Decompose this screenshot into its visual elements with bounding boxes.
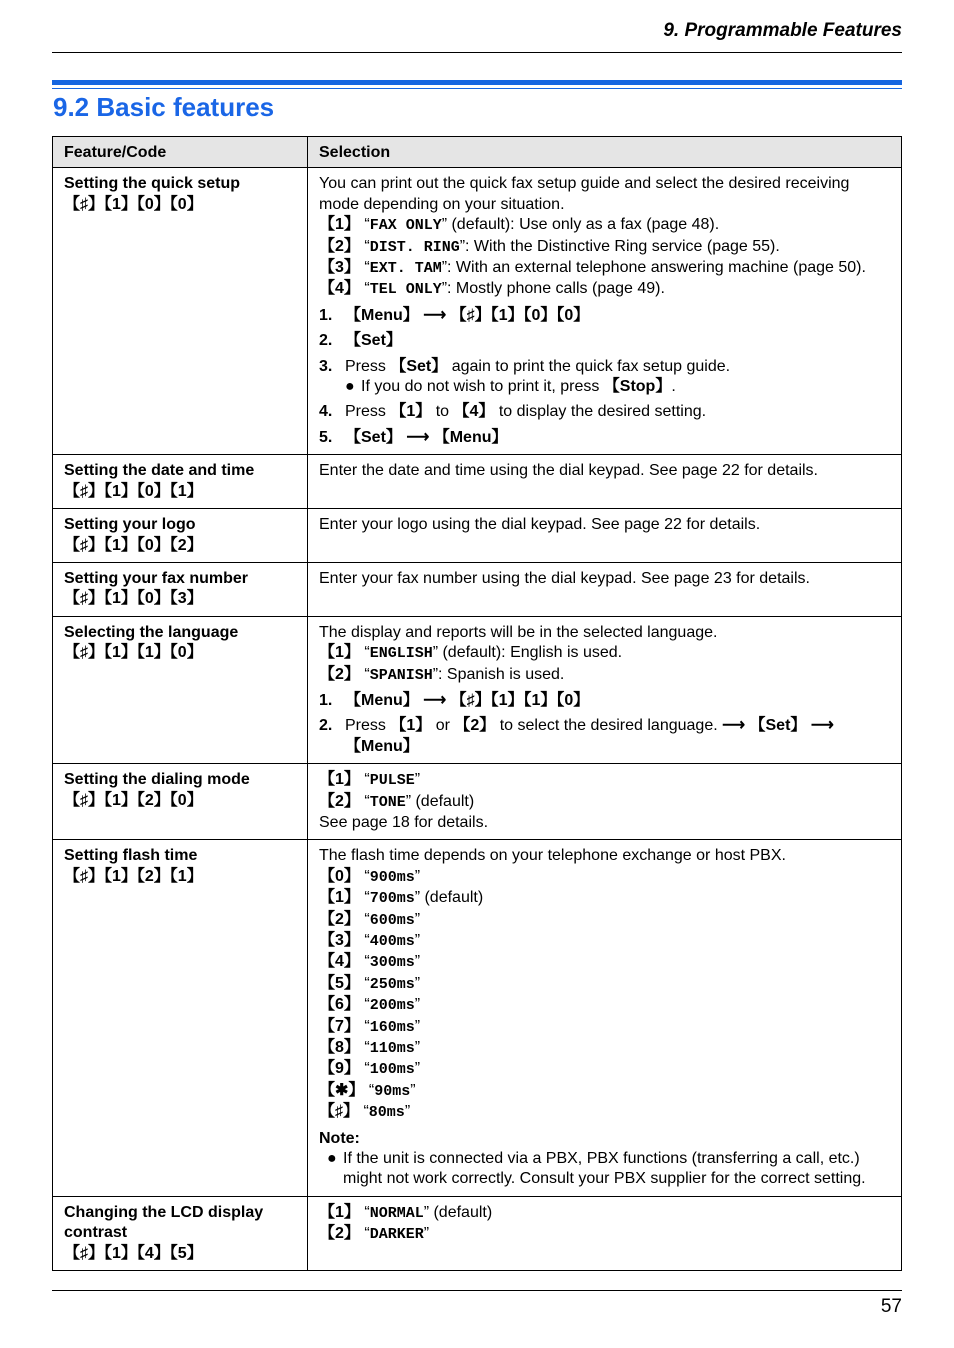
note-text: If the unit is connected via a PBX, PBX functions (transferring a call, etc.) might not work correctly. Consult your PBX supplier for the correct setting.	[343, 1150, 866, 1188]
feature-cell	[53, 455, 308, 509]
feature-code: 【♯】【1】【1】【0】	[64, 644, 203, 662]
feature-name: Setting flash time	[64, 847, 198, 865]
feature-name: Changing the LCD display contrast	[64, 1203, 264, 1242]
feature-code: 【♯】【1】【4】【5】	[64, 1244, 203, 1262]
column-header-selection: Selection	[308, 137, 902, 168]
selection-cell	[308, 840, 902, 1197]
description: The flash time depends on your telephone exchange or host PBX.	[319, 847, 786, 865]
table-row	[53, 616, 902, 763]
option-line: 【5】 “250ms”	[319, 974, 421, 993]
feature-cell	[53, 509, 308, 563]
key-label: 【3】	[319, 932, 360, 949]
display-text: TONE	[369, 793, 406, 811]
option-text: (default)	[411, 792, 475, 810]
bullet-text: If you do not wish to print it, press	[361, 378, 604, 396]
display-text: PULSE	[369, 772, 415, 790]
display-text: 900ms	[369, 868, 415, 886]
description: Enter the date and time using the dial keypad. See page 22 for details.	[319, 462, 818, 480]
display-text: 600ms	[369, 911, 415, 929]
table-row	[53, 509, 902, 563]
display-text: 250ms	[369, 975, 415, 993]
selection-cell	[308, 616, 902, 763]
key-label: 【♯】	[319, 1103, 360, 1121]
key-label: 【Set】	[390, 357, 448, 375]
footer-rule	[52, 1290, 902, 1291]
selection-cell	[308, 562, 902, 616]
key-label: 【2】	[319, 665, 360, 683]
selection-cell	[308, 764, 902, 840]
key-label: 【5】	[319, 974, 360, 992]
key-label: 【2】	[319, 1225, 360, 1243]
option-line: 【4】 “300ms”	[319, 953, 421, 972]
option-line: 【2】 “DIST. RING”: With the Distinctive Ring service (page 55).	[319, 237, 780, 256]
key-label: 【1】	[390, 403, 432, 421]
display-text: ENGLISH	[369, 645, 433, 663]
feature-cell	[53, 168, 308, 455]
note-title: Note:	[319, 1129, 360, 1147]
step: 4. Press 【1】 to 【4】 to display the desired setting.	[319, 403, 707, 421]
feature-name: Setting the date and time	[64, 462, 255, 480]
feature-cell	[53, 562, 308, 616]
table-row	[53, 764, 902, 840]
display-text: NORMAL	[369, 1204, 424, 1222]
selection-cell	[308, 509, 902, 563]
display-text: SPANISH	[369, 666, 433, 684]
key-label: 【1】	[319, 644, 360, 662]
option-text: (default): English is used.	[438, 644, 623, 662]
page-title: 9.2 Basic features	[53, 92, 275, 122]
feature-name: Setting your fax number	[64, 569, 249, 587]
key-label: 【9】	[319, 1060, 360, 1078]
option-line: 【♯】 “80ms”	[319, 1103, 411, 1122]
key-label: 【1】	[319, 216, 360, 234]
option-text: (default)	[420, 889, 484, 907]
feature-code: 【♯】【1】【2】【0】	[64, 791, 203, 809]
header-rule	[52, 52, 902, 53]
display-text: 110ms	[369, 1040, 415, 1058]
feature-code: 【♯】【1】【2】【1】	[64, 867, 203, 885]
key-label: 【2】	[454, 717, 496, 735]
table-row	[53, 1196, 902, 1270]
option-line: 【2】 “TONE” (default)	[319, 792, 475, 811]
description: You can print out the quick fax setup guide and select the desired receiving mode depending on your situation.	[319, 175, 850, 213]
option-line: 【3】 “EXT. TAM”: With an external telephone answering machine (page 50).	[319, 259, 866, 278]
key-label: 【1】	[390, 717, 432, 735]
display-text: 300ms	[369, 954, 415, 972]
option-line: 【7】 “160ms”	[319, 1017, 421, 1036]
key-label: 【1】	[319, 1203, 360, 1221]
flash-options	[319, 867, 890, 1124]
key-label: 【1】	[319, 771, 360, 789]
feature-name: Selecting the language	[64, 623, 239, 641]
step: 3. Press 【Set】 again to print the quick fax setup guide.	[319, 357, 731, 375]
feature-name: Setting the quick setup	[64, 175, 241, 193]
key-label: 【2】	[319, 910, 360, 928]
feature-cell	[53, 616, 308, 763]
step: 2. Press 【1】 or 【2】 to select the desired language. ⟶ 【Set】 ⟶ 【Menu】	[319, 717, 834, 755]
display-text: TEL ONLY	[369, 281, 442, 299]
step: 5. 【Set】 ⟶ 【Menu】	[319, 428, 890, 448]
display-text: 160ms	[369, 1018, 415, 1036]
option-text: : Spanish is used.	[438, 665, 565, 683]
feature-cell	[53, 764, 308, 840]
step-text: again to print the quick fax setup guide.	[447, 357, 731, 375]
selection-cell	[308, 455, 902, 509]
step: 1. 【Menu】 ⟶ 【♯】【1】【1】【0】	[319, 691, 890, 711]
option-line: 【1】 “700ms” (default)	[319, 889, 484, 908]
option-line: 【2】 “DARKER”	[319, 1225, 430, 1244]
option-line: 【4】 “TEL ONLY”: Mostly phone calls (page 49).	[319, 280, 665, 299]
bullet-item: ● If the unit is connected via a PBX, PBX functions (transferring a call, etc.) might not work correctly. Consult your PBX supplier for the correct setting.	[319, 1149, 890, 1190]
option-line: 【9】 “100ms”	[319, 1060, 421, 1079]
option-text: : With an external telephone answering machine (page 50).	[447, 259, 866, 277]
display-text: FAX ONLY	[369, 217, 442, 235]
option-text: (default): Use only as a fax (page 48).	[447, 216, 720, 234]
display-text: EXT. TAM	[369, 260, 442, 278]
key-label: 【0】	[319, 867, 360, 885]
option-text: : With the Distinctive Ring service (page 55).	[465, 237, 780, 255]
step-text: to select the desired language.	[495, 717, 723, 735]
bullet-item: ● If you do not wish to print it, press 【Stop】.	[345, 378, 676, 396]
step-text: Press	[345, 717, 391, 735]
key-label: 【3】	[319, 259, 360, 277]
title-bar-thin	[52, 88, 902, 89]
title-bar	[52, 80, 902, 85]
key-label: 【8】	[319, 1039, 360, 1057]
display-text: 100ms	[369, 1061, 415, 1079]
option-line: 【0】 “900ms”	[319, 867, 421, 886]
option-line: 【✱】 “90ms”	[319, 1081, 416, 1100]
key-label: 【6】	[319, 996, 360, 1014]
feature-name: Setting your logo	[64, 516, 196, 534]
feature-code: 【♯】【1】【0】【0】	[64, 195, 203, 213]
selection-cell	[308, 1196, 902, 1270]
column-header-feature: Feature/Code	[53, 137, 308, 168]
description: The display and reports will be in the selected language.	[319, 623, 718, 641]
display-text: 80ms	[368, 1104, 405, 1122]
key-label: 【✱】	[319, 1081, 365, 1099]
table-row	[53, 168, 902, 455]
display-text: DIST. RING	[369, 238, 460, 256]
option-line: 【2】 “600ms”	[319, 910, 421, 929]
key-label: 【7】	[319, 1017, 360, 1035]
feature-code: 【♯】【1】【0】【2】	[64, 536, 203, 554]
key-label: 【4】	[453, 403, 495, 421]
feature-code: 【♯】【1】【0】【3】	[64, 590, 203, 608]
key-label: 【4】	[319, 280, 360, 298]
step-text: to	[431, 403, 454, 421]
description: Enter your fax number using the dial keypad. See page 23 for details.	[319, 569, 810, 587]
key-label: ⟶ 【Set】 ⟶ 【Menu】	[345, 717, 834, 755]
feature-name: Setting the dialing mode	[64, 771, 250, 789]
step: 1. 【Menu】 ⟶ 【♯】【1】【0】【0】	[319, 306, 890, 326]
display-text: 200ms	[369, 997, 415, 1015]
bullet-text: .	[671, 378, 676, 396]
table-header-row	[53, 137, 902, 168]
page-number: 57	[880, 1296, 902, 1317]
option-line: 【1】 “PULSE”	[319, 771, 421, 790]
step-text: Press	[345, 357, 391, 375]
feature-cell	[53, 1196, 308, 1270]
option-line: 【8】 “110ms”	[319, 1039, 421, 1058]
key-label: 【2】	[319, 237, 360, 255]
selection-cell	[308, 168, 902, 455]
option-text: (default)	[429, 1203, 493, 1221]
option-line: 【1】 “ENGLISH” (default): English is used.	[319, 644, 623, 663]
description: Enter your logo using the dial keypad. See page 22 for details.	[319, 516, 761, 534]
table-row	[53, 455, 902, 509]
option-line: 【3】 “400ms”	[319, 932, 421, 950]
display-text: DARKER	[369, 1226, 424, 1244]
step-text: 【Set】 ⟶ 【Menu】	[345, 428, 508, 446]
table-row	[53, 840, 902, 1197]
section-header: 9. Programmable Features	[663, 20, 902, 41]
description: See page 18 for details.	[319, 813, 489, 831]
option-text: : Mostly phone calls (page 49).	[447, 280, 665, 298]
key-label: 【2】	[319, 792, 360, 810]
step-text: 【Menu】 ⟶ 【♯】【1】【1】【0】	[345, 691, 590, 709]
display-text: 400ms	[369, 933, 415, 950]
step-text: 【Menu】 ⟶ 【♯】【1】【0】【0】	[345, 306, 590, 324]
step-text: to display the desired setting.	[494, 403, 707, 421]
display-text: 90ms	[374, 1082, 411, 1100]
key-label: 【4】	[319, 953, 360, 971]
key-label: 【Stop】	[603, 378, 672, 396]
key-label: 【1】	[319, 889, 360, 907]
option-line: 【1】 “NORMAL” (default)	[319, 1203, 493, 1222]
table-row	[53, 562, 902, 616]
display-text: 700ms	[369, 890, 415, 908]
step-text: or	[431, 717, 455, 735]
feature-table	[52, 136, 902, 1271]
option-line: 【1】 “FAX ONLY” (default): Use only as a fax (page 48).	[319, 216, 720, 235]
step-text: Press	[345, 403, 391, 421]
option-line: 【6】 “200ms”	[319, 996, 421, 1015]
step: 2. 【Set】	[319, 331, 890, 351]
option-line: 【2】 “SPANISH”: Spanish is used.	[319, 665, 565, 684]
step-text: 【Set】	[345, 332, 402, 350]
feature-cell	[53, 840, 308, 1197]
feature-code: 【♯】【1】【0】【1】	[64, 482, 203, 500]
